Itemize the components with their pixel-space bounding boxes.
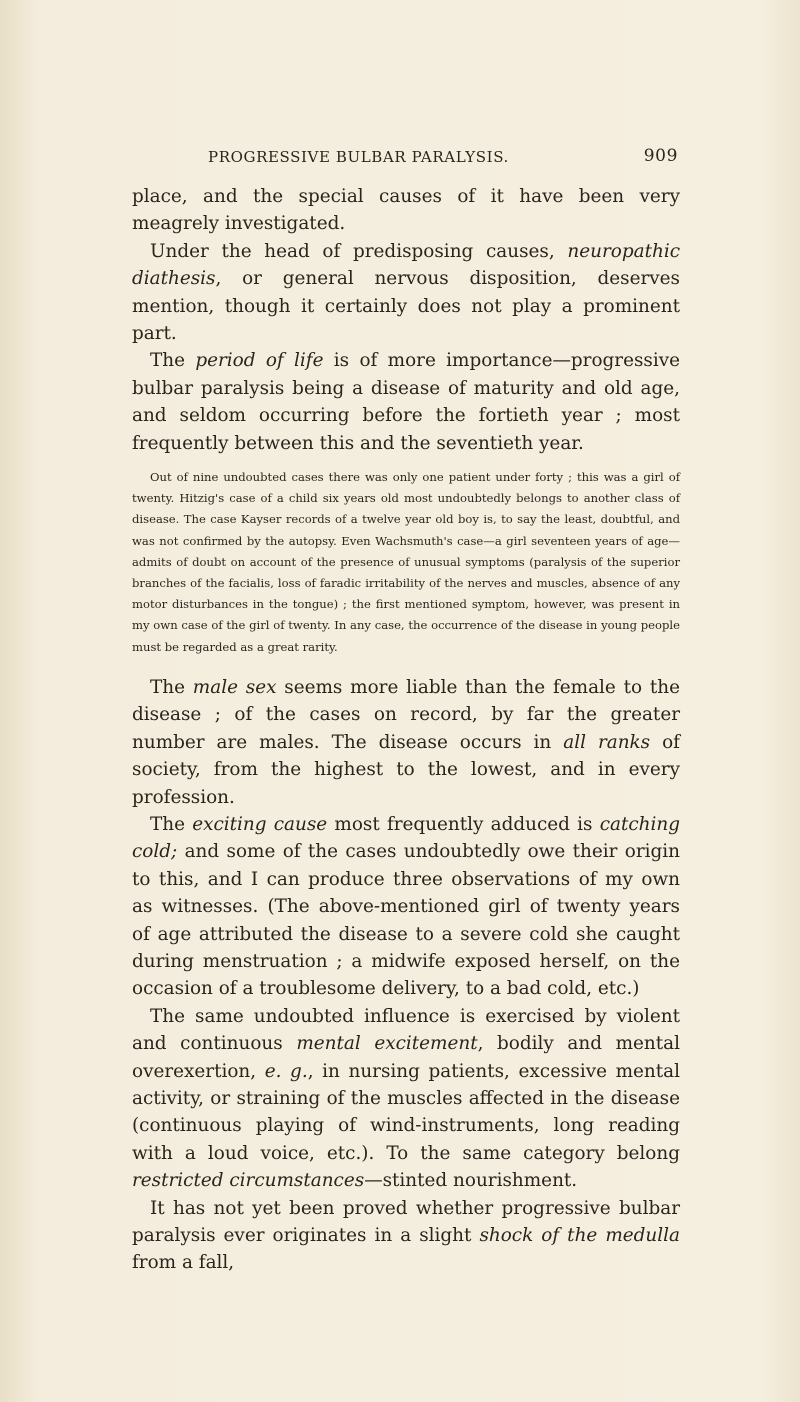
paragraph-shock-of-medulla: It has not yet been proved whether progressive bulbar paralysis ever originates in a slight shock of the medulla from a fall, [132, 1197, 680, 1274]
small-print-paragraph: Out of nine undoubted cases there was only one patient under forty ; this was a girl of twenty. Hitzig's case of a child six years old most undoubtedly belongs to another class of disease. The case Kayser records of a twelve year old boy is, to say the least, doubtful, and was not confirmed by the autopsy. Even Wachsmuth's case—a girl seventeen years of age—admits of doubt on account of the presence of unusual symptoms (paralysis of the superior branches of the facialis, loss of faradic irritability of the nerves and muscles, absence of any motor disturbances in the tongue) ; the first mentioned symptom, however, was present in my own case of the girl of twenty. In any case, the occurrence of the disease in young people must be regarded as a great rarity. [132, 470, 680, 654]
paragraph-predisposing-causes: Under the head of predisposing causes, neuropathic diathesis, or general nervous disposition, deserves mention, though it certainly does not play a prominent part. [132, 240, 680, 345]
running-title: PROGRESSIVE BULBAR PARALYSIS. [208, 148, 509, 166]
page-header [208, 148, 678, 174]
paragraph-male-sex: The male sex seems more liable than the female to the disease ; of the cases on record, by far the greater number are males. The disease occurs in all ranks of society, from the highest to the lowest, and in every profession. [132, 676, 680, 808]
page-number: 909 [643, 146, 678, 166]
paragraph-exciting-cause: The exciting cause most frequently adduced is catching cold; and some of the cases undoubtedly owe their origin to this, and I can produce three observations of my own as witnesses. (The above-mentioned girl of twenty years of age attributed the disease to a severe cold she caught during menstruation ; a midwife exposed herself, on the occasion of a troublesome delivery, to a bad cold, etc.) [132, 813, 681, 1000]
body-text [132, 183, 680, 1277]
paragraph-1: place, and the special causes of it have been very meagrely investigated. [132, 186, 680, 235]
footnote-block [132, 467, 680, 658]
paragraph-period-of-life: The period of life is of more importance—progressive bulbar paralysis being a disease of maturity and old age, and seldom occurring before the fortieth year ; most frequently between this and the seventieth year. [132, 350, 680, 454]
paragraph-mental-excitement: The same undoubted influence is exercised by violent and continuous mental excitement, bodily and mental overexertion, e. g., in nursing patients, excessive mental activity, or straining of the muscles affected in the disease (continuous playing of wind-instruments, long reading with a loud voice, etc.). To the same category belong restricted circumstances—stinted nourishment. [132, 1005, 680, 1192]
